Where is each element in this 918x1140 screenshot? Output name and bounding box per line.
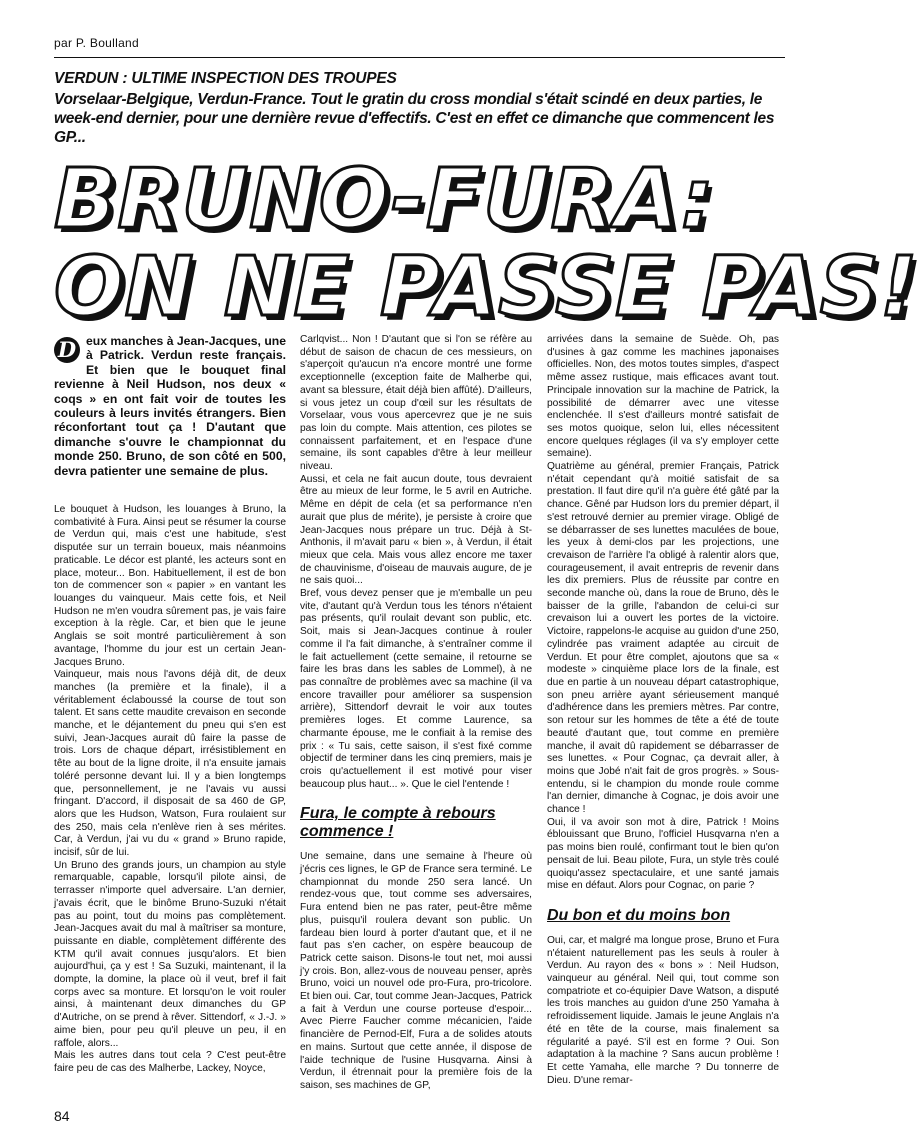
drop-cap: D	[54, 337, 80, 363]
paragraph: arrivées dans la semaine de Suède. Oh, pas d'usines à gaz comme les machines japonaises officielles. Non, des motos toutes simples, d'aspect même assez rustique, mais efficaces avant tout. Principale innovation sur la machine de Patrick, la possibilité de démarrer avec une vitesse enclenchée. Il s'est d'ailleurs montré satisfait de ses motos quoique, selon lui, elles nécessitent encore quelques réglages (il va s'y employer cette semaine).	[547, 334, 779, 460]
paragraph: Oui, il va avoir son mot à dire, Patrick ! Moins éblouissant que Bruno, l'officiel Husqvarna n'en a pas moins bien roulé, confirmant tout le bien qu'on pensait de lui. Beau pilote, Fura, un style très coulé quoiqu'assez spectaculaire, et une santé jamais mise en défaut. Alors pour Cognac, on parie ?	[547, 816, 779, 892]
lead-paragraph	[54, 334, 286, 478]
column-1	[54, 334, 286, 1094]
headline-line-2: ON NE PASSE PAS!	[54, 240, 918, 335]
article-body	[54, 334, 792, 1094]
page-number: 84	[54, 1108, 70, 1124]
paragraph: Bref, vous devez penser que je m'emballe un peu vite, d'autant qu'à Verdun tous les ténors n'étaient pas présents, qu'il roulait devant son public, etc. Soit, mais si Jean-Jacques continue à rouler comme il l'a fait dimanche, à s'entraîner comme il le fait actuellement (cette semaine, il retourne se faire les bras dans les sables de Lommel), à ne pas connaître de problèmes avec sa machine (il va encore travailler pour améliorer sa suspension arrière), Sittendorf devrait le voir aux toutes premières loges. Et comme Laurence, sa charmante épouse, me le confiait à la remise des prix : « Tu sais, cette saison, il s'est fixé comme objectif de terminer dans les cinq premiers, mais je crois qu'actuellement il est motivé pour viser beaucoup plus haut... ». Que le ciel l'entende !	[300, 588, 532, 790]
paragraph: Un Bruno des grands jours, un champion au style remarquable, capable, lorsqu'il pilote ainsi, de terrasser n'importe quel adversaire. L'an dernier, j'avais écrit, que le binôme Bruno-Suzuki n'était pas au point, tout du moins pas complètement. Jean-Jacques avait du mal à maîtriser sa monture, puissante en diable, complètement différente des KTM qu'il avait connues jusqu'alors. Et bien aujourd'hui, ça y est ! Sa Suzuki, maintenant, il la dompte, la domine, la place où il veut, bref il fait corps avec sa monture. Et lorsqu'on le voit rouler ainsi, à maintenant deux dimanches du GP d'Autriche, on se prend à rêver. Sittendorf, « J.-J. » aime bien, pour peu qu'il pleuve un peu, il en raffole, alors...	[54, 859, 286, 1049]
column-2	[300, 334, 532, 1094]
paragraph: Carlqvist... Non ! D'autant que si l'on se réfère au début de saison de chacun de ces messieurs, on s'aperçoit qu'aucun n'a encore montré une forme exceptionnelle (exception faite de Malherbe qui, avant sa blessure, était déjà bien affûté). D'ailleurs, si vous jetez un coup d'œil sur les résultats de Vorselaar, vous vous apercevrez que je ne suis pas loin du compte. Mais attention, ces pilotes se connaissent parfaitement, et en l'espace d'une semaine, ils sont capables d'être à leur meilleur niveau.	[300, 334, 532, 473]
paragraph: Oui, car, et malgré ma longue prose, Bruno et Fura n'étaient naturellement pas les seuls à rouler à Verdun. Au rayon des « bons » : Neil Hudson, vainqueur au général. Neil qui, tout comme son compatriote et co-équipier Dave Watson, a disputé les trois manches au guidon d'une 250 Yamaha à refroidissement liquide. Jamais le jeune Anglais n'a été en tête de la course, mais finalement sa régularité a payé. S'il est en forme ? Oui. Son adaptation à la machine ? Sans aucun problème ! Et cette Yamaha, elle marche ? Du tonnerre de Dieu. D'une remar-	[547, 934, 779, 1086]
paragraph: Mais les autres dans tout cela ? C'est peut-être faire peu de cas des Malherbe, Lackey, Noyce,	[54, 1050, 286, 1074]
column-3	[547, 334, 779, 1094]
paragraph: Aussi, et cela ne fait aucun doute, tous devraient être au mieux de leur forme, le 5 avril en Autriche. Même en dépit de cela (et sa performance n'en aurait que plus de mérite), je persiste à croire que Jean-Jacques nous prépare un truc. Déjà à St-Anthonis, il m'avait paru « bien », à Verdun, il était mieux que cela. Mais vous allez encore me taxer de chauvinisme, d'oiseau de mauvais augure, de je ne sais quoi...	[300, 473, 532, 587]
paragraph: Une semaine, dans une semaine à l'heure où j'écris ces lignes, le GP de France sera terminé. Le championnat du monde 250 sera lancé. Un rendez-vous que, tout comme ses adversaires, Fura entend bien ne pas rater, peut-être même plus, puisqu'il roulera devant son public. Un fardeau bien lourd à porter d'autant que, et il ne faut pas s'en cacher, on espère beaucoup de Patrick cette saison. Disons-le tout net, moi aussi j'y crois. Bon, allez-vous de nouveau penser, après Bruno, voici un nouvel ode pro-Fura, pro-tricolore. Et bien oui. Car, tout comme Jean-Jacques, Patrick a fait à Verdun une course porteuse d'espoir... Avec Pierre Faucher comme mécanicien, l'aide financière de Pernod-Elf, Fura a de solides atouts en mains. Surtout que cette année, il dispose de l'aide technique de l'usine Husqvarna. Ainsi à Verdun, il étrennait pour la première fois de la saison, ses machines de GP,	[300, 851, 532, 1091]
kicker: VERDUN : ULTIME INSPECTION DES TROUPES	[54, 70, 397, 87]
headline-line-1: BRUNO-FURA:	[54, 152, 715, 247]
lead-text: eux manches à Jean-Jacques, une à Patrick. Verdun reste français. Et bien que le bouquet final revienne à Neil Hudson, nos deux « coqs » en ont fait voir de toutes les couleurs à leurs invités étrangers. Bien réconfortant tout ça ! D'autant que dimanche s'ouvre le championnat du monde 250. Bruno, de son côté en 500, devra patienter une semaine de plus.	[54, 334, 286, 478]
paragraph: Le bouquet à Hudson, les louanges à Bruno, la combativité à Fura. Ainsi peut se résumer la course de Verdun qui, mais c'est une habitude, s'est disputée sur un terrain boueux, mais néanmoins praticable. Le décor est planté, les acteurs sont en place, moteur... Bon. Habituellement, il est de bon ton de commencer son « papier » en vantant les louanges du vainqueur. Mais cette fois, et Neil Hudson ne m'en voudra sûrement pas, je vais faire exception à la règle. Car, et bien que le jeune Anglais se soit montré particulièrement à son avantage, l'homme du jour est un certain Jean-Jacques Bruno.	[54, 504, 286, 668]
subheading-du-bon: Du bon et du moins bon	[547, 906, 731, 924]
divider	[54, 57, 785, 58]
paragraph: Vainqueur, mais nous l'avons déjà dit, de deux manches (la première et la finale), il a véritablement éclaboussé la course de tout son talent. Et sans cette maudite crevaison en seconde manche, et le déjantement du pneu qui s'en est suivi, Jean-Jacques aurait dû faire la passe de trois. Lors de chaque départ, irrésistiblement en tête au bout de la ligne droite, il n'a ensuite jamais toléré personne devant lui. Il y a bien longtemps que, personnellement, je ne l'avais vu aussi fringant. D'accord, il disposait de sa 460 de GP, alors que les Hudson, Watson, Fura roulaient sur des 250, mais cela n'enlève rien à ses mérites. Car, à Verdun, j'ai vu du « grand » Bruno rapide, incisif, sûr de lui.	[54, 669, 286, 859]
standfirst: Vorselaar-Belgique, Verdun-France. Tout le gratin du cross mondial s'était scindé en deux parties, le week-end dernier, pour une dernière revue d'effectifs. C'est en effet ce dimanche que commencent les GP...	[54, 91, 775, 146]
subheading-fura: Fura, le compte à rebours commence !	[300, 805, 496, 841]
paragraph: Quatrième au général, premier Français, Patrick n'était cependant qu'à moitié satisfait de sa prestation. Il faut dire qu'il n'a guère été gâté par la chance. Gêné par Hudson lors du premier départ, il s'est retrouvé dernier au premier virage. Obligé de se débarrasser de ses lunettes maculées de boue, les yeux à demi-clos par les projections, une crevaison de l'arrière l'a obligé à ralentir alors que, courageusement, il avait entrepris de revenir dans les dix premiers. Plus de réussite par contre en seconde manche où, dans la roue de Bruno, dès le baisser de la grille, l'abandon de celui-ci sur crevaison lui a ouvert les portes de la victoire. Victoire, rappelons-le acquise au guidon d'une 250, cylindrée pas vraiment adaptée au circuit de Verdun. Et pour être complet, ajoutons que sa « modeste » cinquième place lors de la finale, est due en partie à un nouveau départ catastrophique, son pneu arrière ayant sérieusement manqué d'adhérence dans les premiers mètres. Par contre, son retour sur les hommes de tête a été de toute beauté d'autant que, tout comme en première manche, il avait dû rapidement se débarrasser de ses lunettes. « Pour Cognac, ça devrait aller, à moins que Jobé n'ait fait de gros progrès. » Sous-entendu, si le champion du monde roule comme l'an dernier, dimanche à Cognac, je dois avoir une chance !	[547, 461, 779, 816]
byline: par P. Boulland	[54, 36, 140, 50]
